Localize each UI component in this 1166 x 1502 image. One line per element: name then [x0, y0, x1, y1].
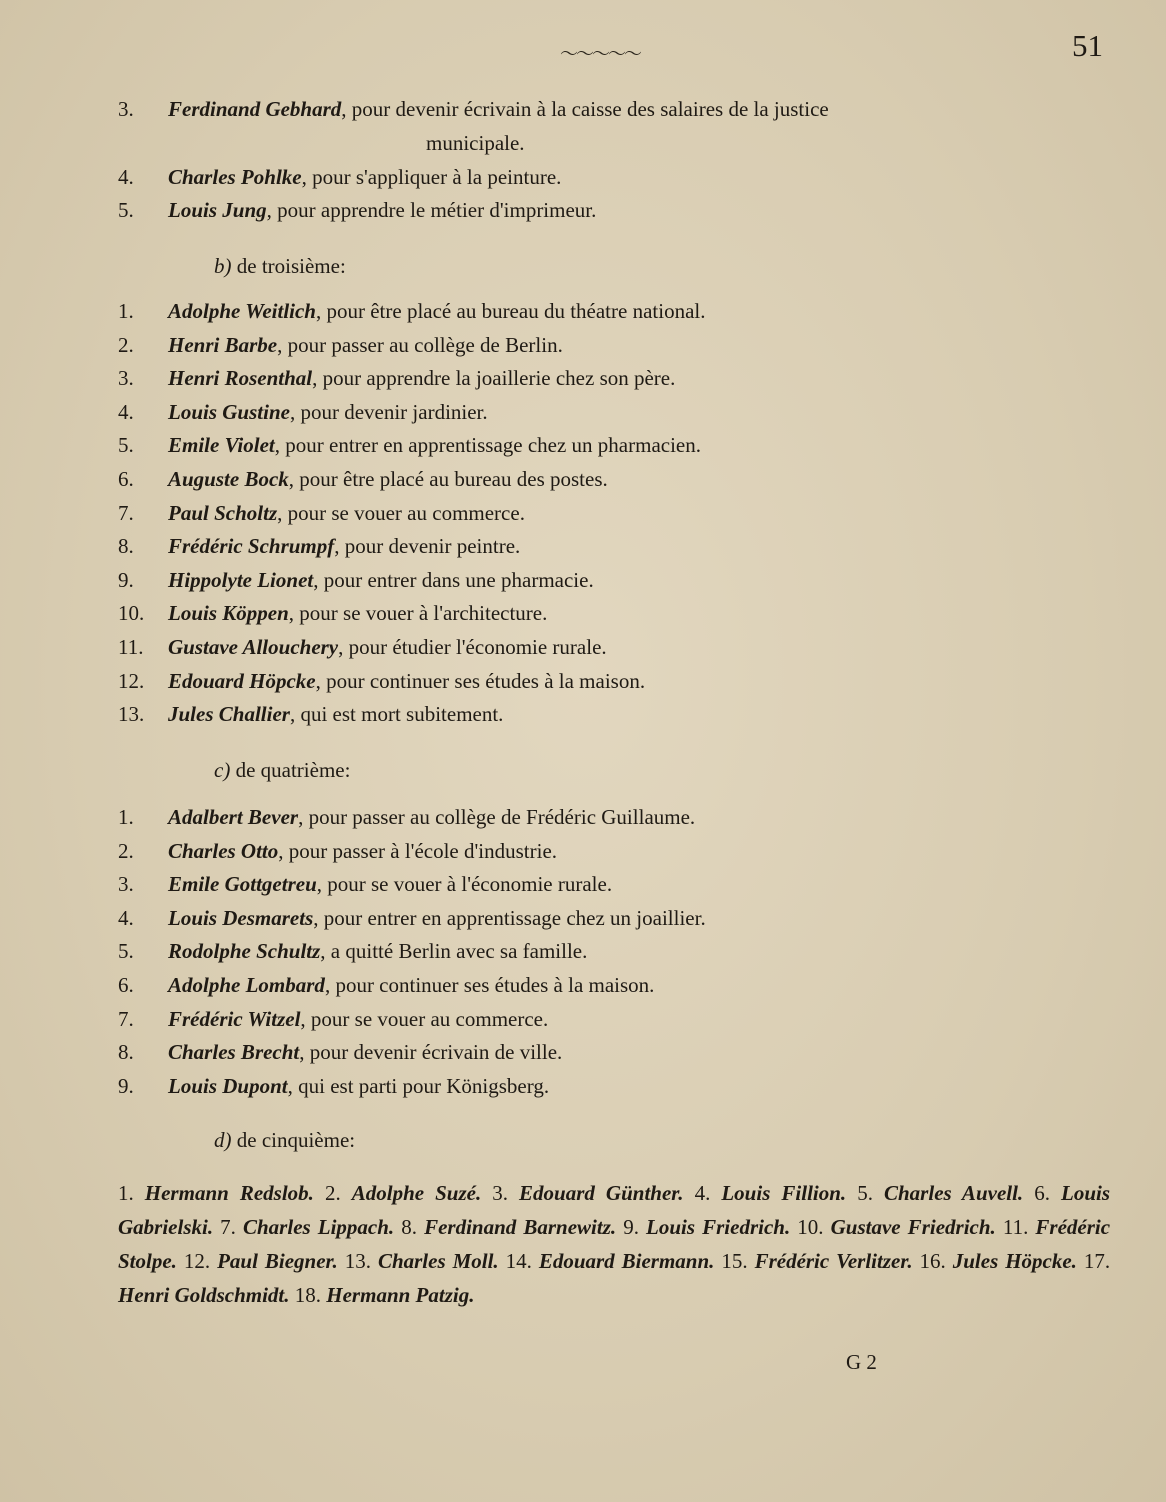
student-name: Hermann Redslob. [144, 1181, 314, 1205]
student-name: Paul Biegner. [217, 1249, 338, 1273]
student-name: Henri Goldschmidt. [118, 1283, 290, 1307]
student-name: Hippolyte Lionet [168, 567, 314, 592]
student-name: Ferdinand Barnewitz. [424, 1215, 617, 1239]
page-number: 51 [1072, 28, 1103, 63]
student-name: Gustave Allouchery [168, 635, 339, 659]
student-name: Louis Jung [168, 198, 267, 222]
student-name: Louis Gabrielski. [118, 1181, 1111, 1239]
student-name: Gustave Friedrich. [830, 1215, 996, 1239]
item-number: 10. [797, 1215, 824, 1239]
item-number: 13. [344, 1249, 371, 1273]
item-number: 2. [324, 1181, 341, 1205]
student-name: Adolphe Weitlich [168, 299, 316, 323]
section-heading-d: d) de cinquième: [214, 1128, 356, 1152]
student-name: Ferdinand Gebhard [168, 97, 342, 121]
item-number: 6. [1034, 1181, 1050, 1205]
student-name: Charles Moll. [377, 1249, 499, 1273]
student-name: Louis Friedrich. [646, 1215, 791, 1239]
student-name: Charles Brecht [168, 1040, 300, 1065]
item-number: 8. [401, 1215, 417, 1239]
student-name: Paul Scholtz [168, 500, 278, 525]
header-ornament: 〜〜〜〜〜 [560, 44, 640, 65]
student-name: Auguste Bock [168, 467, 289, 491]
student-name: Charles Auvell. [884, 1181, 1024, 1205]
student-name: Edouard Günther. [519, 1181, 684, 1205]
student-name: Rodolphe Schultz [168, 939, 321, 964]
item-number: 14. [505, 1249, 532, 1273]
student-name: Charles Otto [168, 838, 279, 863]
item-number: 18. [294, 1283, 322, 1307]
item-number: 11. [1002, 1215, 1029, 1239]
student-name: Edouard Höpcke [168, 668, 316, 693]
student-name: Louis Köppen [168, 601, 289, 626]
student-name: Adalbert Bever [168, 805, 299, 829]
student-name: Emile Violet [168, 433, 275, 458]
book-page: 〜〜〜〜〜 51 3. Ferdinand Gebhard, pour devenir écrivain à la caisse des salaires de la justice municipale. 4. Charles Pohlke, pour s'appliquer à la peinture. 5. Louis Jung, pour apprendre le métier d'imprimeur. b) de troisième: 1. Adolphe Weitlich, pour être placé au bureau du théatre national. 2. Henri Barbe, pour passer au collège de Berlin. 3. Henri Rosenthal, pour apprendre la joaillerie chez son père. 4. Louis Gustine, pour devenir jardinier. 5. Emile Violet, pour entrer en apprentissage chez un pharmacien. 6. Auguste Bock, pour être placé au bureau des postes. 7. Paul Scholtz, pour se vouer au commerce. 8. Frédéric Schrumpf, pour devenir peintre. 9. Hippolyte Lionet, pour entrer dans une pharmacie. 10. Louis Köppen, pour se vouer à l'architecture. 11. Gustave Allouchery, pour étudier l'économie rurale. 12. Edouard Höpcke, pour continuer ses études à la maison. 13. Jules Challier, qui est mort subitement. c) de quatrième: 1. Adalbert Bever, pour passer au collège de Frédéric Guillaume. 2. Charles Otto, pour passer à l'école d'industrie. 3. Emile Gottgetreu, pour se vouer à l'économie rurale. 4. Louis Desmarets, pour entrer en apprentissage chez un joaillier. 5. Rodolphe Schultz, a quitté Berlin avec sa famille. 6. Adolphe Lombard, pour continuer ses études à la maison. 7. Frédéric Witzel, pour se vouer au commerce. 8. Charles Brecht, pour devenir écrivain de ville. 9. Louis Dupont, qui est parti pour Königsberg. d) de cinquième: 1. Hermann Redslob. 2. Adolphe Suzé. 3. Edouard Günther. 4. Louis Fillion. 5. Charles Auvell. 6. Louis Gabrielski. 7. Charles Lippach. 8. Ferdinand Barnewitz. 9. Louis Friedrich. 10. Gustave Friedrich. 11. Frédéric Stolpe. 12. Paul Biegner. 13. Charles Moll. 14. Edouard Biermann. 15. Frédéric Verlitzer. 16. Jules Höpcke. 17. Henri Goldschmidt. 18. Hermann Patzig. G 2 [0, 0, 1166, 1502]
student-name: Frédéric Schrumpf [168, 534, 335, 559]
item-number: 16. [919, 1249, 946, 1273]
student-name: Henri Rosenthal [168, 366, 313, 391]
section-heading-c: c) de quatrième: [214, 758, 351, 782]
item-number: 5. [857, 1181, 873, 1205]
student-name: Hermann Patzig. [326, 1283, 475, 1307]
section-heading-b: b) de troisième: [214, 254, 346, 278]
student-name: Louis Fillion. [721, 1181, 847, 1205]
student-name: Louis Dupont [168, 1073, 288, 1098]
student-name: Louis Desmarets [168, 905, 314, 930]
student-name: Adolphe Suzé. [351, 1181, 482, 1205]
item-number: 7. [220, 1215, 236, 1239]
item-number: 12. [183, 1249, 211, 1273]
item-number: 15. [721, 1249, 748, 1273]
section-d-paragraph [118, 1176, 1110, 1312]
student-name: Jules Höpcke. [952, 1249, 1077, 1273]
student-name: Jules Challier [168, 702, 290, 727]
student-name: Charles Pohlke [168, 165, 302, 189]
student-name: Adolphe Lombard [168, 973, 325, 997]
item-number: 1. [118, 1181, 134, 1205]
signature-mark: G 2 [846, 1350, 877, 1374]
student-name: Louis Gustine [168, 399, 290, 424]
item-number: 3. [492, 1181, 508, 1205]
student-name: Henri Barbe [168, 332, 278, 357]
student-name: Edouard Biermann. [538, 1249, 715, 1273]
item-number: 4. [694, 1181, 711, 1205]
student-name: Frédéric Verlitzer. [754, 1249, 913, 1273]
student-name: Charles Lippach. [243, 1215, 395, 1239]
student-name: Emile Gottgetreu [168, 872, 317, 897]
item-number: 17. [1083, 1249, 1111, 1273]
item-number: 9. [623, 1215, 639, 1239]
student-name: Frédéric Stolpe. [118, 1215, 1111, 1273]
student-name: Frédéric Witzel [168, 1006, 301, 1031]
